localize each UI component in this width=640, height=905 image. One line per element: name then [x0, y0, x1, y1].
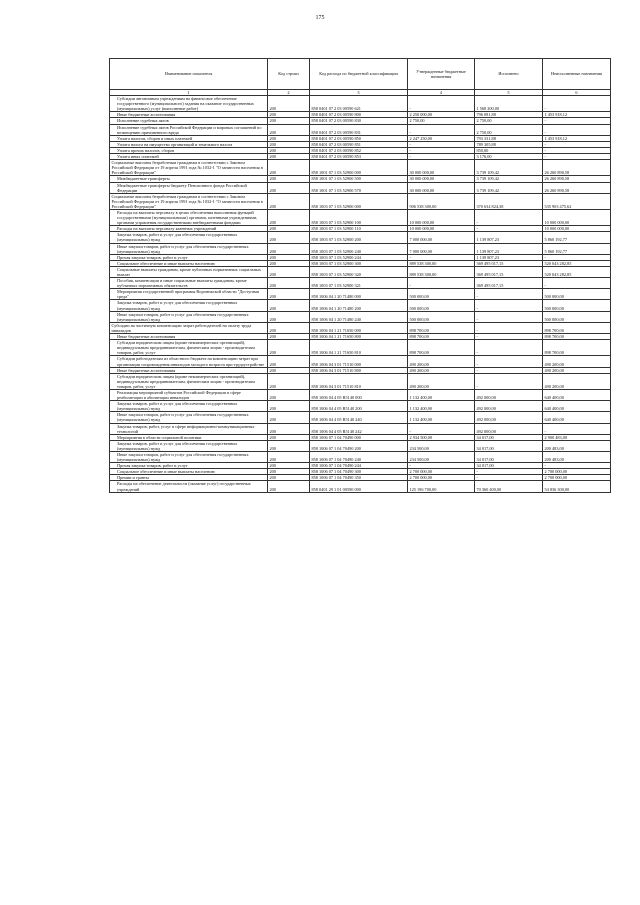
row-executed: 796 081,88 — [475, 112, 543, 118]
row-executed: 793 331,88 — [475, 135, 543, 141]
row-approved: 10 000 000,00 — [408, 226, 475, 232]
row-executed: 369 495 017,15 — [475, 260, 543, 266]
row-code: 200 — [268, 135, 310, 141]
row-executed: - — [475, 367, 543, 373]
table-row — [110, 160, 611, 176]
row-executed: 492 000,00 — [475, 401, 543, 412]
row-kbk: 858 1006 04 3 01 71510 810 — [310, 373, 408, 389]
row-executed: 370 634 824,38 — [475, 193, 543, 209]
row-name: Межбюджетные трансферты — [110, 176, 268, 182]
row-remaining: 200 483,00 — [543, 452, 611, 463]
row-executed: 369 495 017,15 — [475, 278, 543, 289]
row-executed: - — [475, 311, 543, 322]
row-name: Иные бюджетные ассигнования — [110, 367, 268, 373]
row-code: 200 — [268, 373, 310, 389]
row-kbk: 858 1003 07 1 03 52900 110 — [310, 226, 408, 232]
row-remaining: 640 400,00 — [543, 389, 611, 400]
row-executed: 3 739 109,42 — [475, 182, 543, 193]
row-approved: 2 250 000,00 — [408, 112, 475, 118]
row-code: 200 — [268, 401, 310, 412]
row-name: Мероприятия государственной программы Воронежской области "Доступная среда" — [110, 289, 268, 300]
row-approved: 30 000 000,00 — [408, 182, 475, 193]
table-row — [110, 373, 611, 389]
row-code: 200 — [268, 367, 310, 373]
row-name: Уплата прочих налогов, сборов — [110, 147, 268, 153]
row-code: 200 — [268, 334, 310, 340]
row-name: Субсидии автономным учреждениям на финансовое обеспечение государственного (муниципального) задания на оказание государственных (муниципальных) услуг (выполнение работ) — [110, 96, 268, 112]
row-name: Межбюджетные трансферты бюджету Пенсионного фонда Российской Федерации — [110, 182, 268, 193]
row-remaining: - — [543, 124, 611, 135]
row-code: 200 — [268, 254, 310, 260]
row-code: 200 — [268, 154, 310, 160]
row-approved: 490 200,00 — [408, 373, 475, 389]
row-approved: 889 538 300,00 — [408, 266, 475, 277]
row-code: 200 — [268, 475, 310, 481]
row-name: Иные бюджетные ассигнования — [110, 334, 268, 340]
row-code: 200 — [268, 289, 310, 300]
row-kbk: 858 1006 07 1 04 70490 350 — [310, 475, 408, 481]
row-name: Социальное обеспечение и иные выплаты населению — [110, 260, 268, 266]
row-name: Иные закупки товаров, работ и услуг для обеспечения государственных (муниципальных) нужд — [110, 243, 268, 254]
row-name: Закупка товаров, работ, услуг в сфере информационно-коммуникационных технологий — [110, 423, 268, 434]
row-remaining: 535 903 475,62 — [543, 193, 611, 209]
row-remaining: 500 000,00 — [543, 311, 611, 322]
row-executed: 1 139 807,23 — [475, 243, 543, 254]
row-kbk: 858 1003 07 1 03 52900 100 — [310, 209, 408, 225]
row-code: 200 — [268, 147, 310, 153]
table-row — [110, 340, 611, 356]
row-kbk: 858 1001 07 1 03 52900 500 — [310, 176, 408, 182]
row-remaining: 1 453 918,12 — [543, 112, 611, 118]
table-row — [110, 96, 611, 112]
table-row — [110, 193, 611, 209]
table-row — [110, 311, 611, 322]
row-executed: 3 176,00 — [475, 154, 543, 160]
row-executed: 34 017,00 — [475, 440, 543, 451]
row-name: Закупка товаров, работ и услуг для обеспечения государственных (муниципальных) нужд — [110, 401, 268, 412]
row-remaining: - — [543, 154, 611, 160]
row-code: 200 — [268, 469, 310, 475]
row-code: 200 — [268, 141, 310, 147]
row-code: 200 — [268, 278, 310, 289]
row-executed: 1 568 200,00 — [475, 96, 543, 112]
row-name: Субсидии работодателям из областного бюджета на компенсацию затрат при организации сопровождения инвалидов молодого возраста при трудоустройстве — [110, 356, 268, 367]
row-approved: 490 200,00 — [408, 356, 475, 367]
row-kbk: 858 1006 07 1 04 70490 300 — [310, 469, 408, 475]
row-remaining: - — [543, 463, 611, 469]
row-approved: - — [408, 124, 475, 135]
row-code: 200 — [268, 266, 310, 277]
row-executed: - — [475, 300, 543, 311]
table-row — [110, 440, 611, 451]
row-code: 200 — [268, 96, 310, 112]
row-name: Закупка товаров, работ и услуг для обеспечения государственных (муниципальных) нужд — [110, 232, 268, 243]
row-code: 200 — [268, 243, 310, 254]
row-kbk: 858 1006 04 1 20 71480 240 — [310, 311, 408, 322]
table-row — [110, 356, 611, 367]
row-executed: - — [475, 289, 543, 300]
row-code: 200 — [268, 440, 310, 451]
row-kbk: 858 0401 07 2 03 00590 852 — [310, 147, 408, 153]
row-executed: 492 000,00 — [475, 423, 543, 434]
row-code: 200 — [268, 176, 310, 182]
row-remaining: 500 000,00 — [543, 300, 611, 311]
header-executed: Исполнено — [475, 59, 543, 90]
row-name: Расходы на обеспечение деятельности (оказание услуг) государственных учреждений — [110, 481, 268, 492]
row-kbk: 858 0401 07 2 03 00590 621 — [310, 96, 408, 112]
row-code: 200 — [268, 300, 310, 311]
row-code: 200 — [268, 423, 310, 434]
row-name: Премии и гранты — [110, 475, 268, 481]
header-row-code: Код строки — [268, 59, 310, 90]
row-kbk: 858 1006 04 1 21 71650 000 — [310, 322, 408, 333]
row-kbk: 858 0401 07 2 03 00590 850 — [310, 135, 408, 141]
column-number: 5 — [475, 90, 543, 96]
row-executed: 1 139 807,23 — [475, 232, 543, 243]
row-kbk: 858 1003 07 1 03 52900 240 — [310, 243, 408, 254]
row-executed: 70 360 400,00 — [475, 481, 543, 492]
table-row — [110, 389, 611, 400]
row-name: Пособия, компенсации и иные социальные выплаты гражданам, кроме публичных нормативных обязательств — [110, 278, 268, 289]
row-executed: 2 750,00 — [475, 124, 543, 135]
row-executed: 369 495 017,15 — [475, 266, 543, 277]
row-code: 200 — [268, 160, 310, 176]
row-executed: - — [475, 475, 543, 481]
row-executed: 492 000,00 — [475, 389, 543, 400]
row-executed: - — [475, 356, 543, 367]
row-name: Социальные выплаты гражданам, кроме публичных нормативных социальных выплат — [110, 266, 268, 277]
row-executed: 2 750,00 — [475, 118, 543, 124]
row-remaining: 2 700 000,00 — [543, 469, 611, 475]
row-kbk: 858 0401 07 2 03 00590 853 — [310, 154, 408, 160]
row-code: 200 — [268, 232, 310, 243]
row-approved: 2 700 000,00 — [408, 469, 475, 475]
row-remaining: 2 900 483,00 — [543, 434, 611, 440]
row-executed: 3 739 109,42 — [475, 160, 543, 176]
row-code: 200 — [268, 112, 310, 118]
row-kbk: 858 1006 04 4 05 R5140 240 — [310, 412, 408, 423]
row-name: Социальное обеспечение и иные выплаты населению — [110, 469, 268, 475]
row-executed: 3 739 109,42 — [475, 176, 543, 182]
row-kbk: 858 1006 07 1 04 70490 244 — [310, 463, 408, 469]
column-number: 1 — [110, 90, 268, 96]
column-number: 2 — [268, 90, 310, 96]
table-row — [110, 322, 611, 333]
row-remaining: 520 043 282,85 — [543, 266, 611, 277]
row-remaining: 54 836 300,00 — [543, 481, 611, 492]
row-name: Субсидии на частичную компенсацию затрат работодателей на оплату труда инвалидов — [110, 322, 268, 333]
row-name: Расходы на выплаты персоналу казенных учреждений — [110, 226, 268, 232]
row-name: Прочая закупка товаров, работ и услуг — [110, 463, 268, 469]
row-approved: - — [408, 278, 475, 289]
row-kbk: 858 1006 04 1 21 71650 800 — [310, 334, 408, 340]
row-name: Расходы на выплаты персоналу в целях обеспечения выполнения функций государственными (муниципальными) органами, казенными учреждениями, органами управления государственными внебюджетными фондами — [110, 209, 268, 225]
row-kbk: 858 1006 04 4 05 R5140 000 — [310, 389, 408, 400]
table-row — [110, 452, 611, 463]
row-remaining: - — [543, 147, 611, 153]
column-number: 3 — [310, 90, 408, 96]
row-approved: 30 000 000,00 — [408, 176, 475, 182]
row-executed: 850,00 — [475, 147, 543, 153]
row-code: 200 — [268, 452, 310, 463]
row-approved: 500 000,00 — [408, 300, 475, 311]
row-remaining: 490 200,00 — [543, 367, 611, 373]
row-approved: 30 000 000,00 — [408, 160, 475, 176]
row-remaining: 490 200,00 — [543, 356, 611, 367]
row-name: Прочая закупка товаров, работ и услуг — [110, 254, 268, 260]
row-remaining: 640 400,00 — [543, 401, 611, 412]
row-approved: 2 750,00 — [408, 118, 475, 124]
row-executed: - — [475, 209, 543, 225]
row-approved: 1 132 400,00 — [408, 389, 475, 400]
row-name: Иные бюджетные ассигнования — [110, 112, 268, 118]
row-code: 200 — [268, 182, 310, 193]
row-remaining: 520 043 282,85 — [543, 260, 611, 266]
row-remaining: 200 483,00 — [543, 440, 611, 451]
table-row — [110, 209, 611, 225]
row-kbk: 858 1006 04 1 21 71650 810 — [310, 340, 408, 356]
row-approved: - — [408, 154, 475, 160]
row-kbk: 858 1006 07 1 04 70490 200 — [310, 440, 408, 451]
table-row — [110, 266, 611, 277]
row-kbk: 858 1006 04 1 20 71480 200 — [310, 300, 408, 311]
row-code: 200 — [268, 434, 310, 440]
row-executed: 1 139 807,23 — [475, 254, 543, 260]
row-kbk: 858 1003 07 1 03 52900 300 — [310, 260, 408, 266]
row-remaining: 490 200,00 — [543, 373, 611, 389]
row-name: Иные закупки товаров, работ и услуг для обеспечения государственных (муниципальных) нужд — [110, 311, 268, 322]
row-approved: 898 700,00 — [408, 322, 475, 333]
row-approved: - — [408, 463, 475, 469]
row-code: 200 — [268, 209, 310, 225]
row-code: 200 — [268, 356, 310, 367]
row-approved: 490 200,00 — [408, 367, 475, 373]
row-code: 200 — [268, 389, 310, 400]
row-remaining: - — [543, 141, 611, 147]
row-kbk: 858 1006 07 1 04 70490 000 — [310, 434, 408, 440]
row-remaining: 10 000 000,00 — [543, 226, 611, 232]
row-code: 200 — [268, 311, 310, 322]
row-remaining: 5 860 192,77 — [543, 243, 611, 254]
row-executed: - — [475, 334, 543, 340]
row-kbk: 858 1006 04 1 20 71480 000 — [310, 289, 408, 300]
row-remaining: 26 260 890,58 — [543, 176, 611, 182]
row-executed: - — [475, 226, 543, 232]
table-row — [110, 232, 611, 243]
row-name: Уплата иных платежей — [110, 154, 268, 160]
row-remaining: - — [543, 254, 611, 260]
row-name: Социальные выплаты безработным гражданам в соответствии с Законом Российской Федерации от 19 апреля 1991 года № 1032-1 "О занятости населения в Российской Федерации" — [110, 193, 268, 209]
row-code: 200 — [268, 340, 310, 356]
row-name: Мероприятия в области социальной политики — [110, 434, 268, 440]
column-number: 6 — [543, 90, 611, 96]
row-approved: 500 000,00 — [408, 289, 475, 300]
row-approved: 906 538 300,00 — [408, 193, 475, 209]
row-name: Субсидии юридическим лицам (кроме некоммерческих организаций), индивидуальным предпринимателям, физическим лицам - производителям товаров, работ, услуг — [110, 373, 268, 389]
row-code: 200 — [268, 118, 310, 124]
header-kbk: Код расхода по бюджетной классификации — [310, 59, 408, 90]
table-row — [110, 300, 611, 311]
row-name: Иные закупки товаров, работ и услуг для обеспечения государственных (муниципальных) нужд — [110, 452, 268, 463]
row-approved: 125 196 700,00 — [408, 481, 475, 492]
row-approved: 7 000 000,00 — [408, 243, 475, 254]
budget-execution-table — [109, 58, 611, 493]
row-name: Исполнение судебных актов — [110, 118, 268, 124]
row-remaining: 640 400,00 — [543, 412, 611, 423]
row-remaining: - — [543, 118, 611, 124]
row-kbk: 858 1006 07 1 04 70490 240 — [310, 452, 408, 463]
row-executed: 789 305,88 — [475, 141, 543, 147]
row-remaining: 26 260 890,58 — [543, 182, 611, 193]
row-approved: 234 500,00 — [408, 440, 475, 451]
table-row — [110, 243, 611, 254]
table-row — [110, 401, 611, 412]
row-executed: - — [475, 340, 543, 356]
row-remaining: 10 000 000,00 — [543, 209, 611, 225]
row-name: Исполнение судебных актов Российской Федерации и мировых соглашений по возмещению причиненного вреда — [110, 124, 268, 135]
table-header-row — [110, 59, 611, 90]
table-row — [110, 124, 611, 135]
row-remaining: - — [543, 96, 611, 112]
row-approved: 2 700 000,00 — [408, 475, 475, 481]
row-approved: 889 538 300,00 — [408, 260, 475, 266]
table-row — [110, 182, 611, 193]
row-name: Уплата налогов, сборов и иных платежей — [110, 135, 268, 141]
table-row — [110, 278, 611, 289]
table-row — [110, 289, 611, 300]
row-remaining: 2 700 000,00 — [543, 475, 611, 481]
row-kbk: 858 0401 07 2 03 00590 831 — [310, 124, 408, 135]
row-remaining: 898 700,00 — [543, 322, 611, 333]
table-row — [110, 423, 611, 434]
row-code: 200 — [268, 322, 310, 333]
row-approved: 10 000 000,00 — [408, 209, 475, 225]
row-approved: 7 000 000,00 — [408, 232, 475, 243]
row-kbk: 858 1001 07 1 03 52900 000 — [310, 160, 408, 176]
row-remaining: 500 000,00 — [543, 289, 611, 300]
row-kbk: 858 1003 07 1 03 52900 200 — [310, 232, 408, 243]
row-name: Иные закупки товаров, работ и услуг для обеспечения государственных (муниципальных) нужд — [110, 412, 268, 423]
row-approved: - — [408, 96, 475, 112]
row-remaining: 5 860 192,77 — [543, 232, 611, 243]
row-approved: - — [408, 147, 475, 153]
row-approved: 898 700,00 — [408, 340, 475, 356]
row-executed: - — [475, 322, 543, 333]
header-name: Наименование показателя — [110, 59, 268, 90]
row-approved: 500 000,00 — [408, 311, 475, 322]
table-row — [110, 481, 611, 492]
row-executed: 34 017,00 — [475, 452, 543, 463]
row-name: Реализация мероприятий субъектов Российской Федерации в сфере реабилитации и абилитации инвалидов — [110, 389, 268, 400]
header-remaining: Неисполненные назначения — [543, 59, 611, 90]
row-approved: 2 247 250,00 — [408, 135, 475, 141]
row-approved: - — [408, 254, 475, 260]
row-approved: 1 132 400,00 — [408, 412, 475, 423]
row-kbk: 858 0401 29 1 01 00590 000 — [310, 481, 408, 492]
row-remaining: 898 700,00 — [543, 334, 611, 340]
row-code: 200 — [268, 481, 310, 492]
table-row — [110, 412, 611, 423]
row-kbk: 858 1003 07 1 03 52900 000 — [310, 193, 408, 209]
row-name: Уплата налога на имущество организаций и земельного налога — [110, 141, 268, 147]
row-kbk: 858 0401 07 2 03 00590 800 — [310, 112, 408, 118]
row-name: Социальные выплаты безработным гражданам в соответствии с Законом Российской Федерации от 19 апреля 1991 года № 1032-1 "О занятости населения в Российской Федерации" — [110, 160, 268, 176]
row-kbk: 858 1006 04 4 05 R5140 200 — [310, 401, 408, 412]
row-name: Субсидии юридическим лицам (кроме некоммерческих организаций), индивидуальным предпринимателям, физическим лицам - производителям товаров, работ, услуг — [110, 340, 268, 356]
row-executed: - — [475, 373, 543, 389]
row-remaining: - — [543, 278, 611, 289]
row-approved: 898 700,00 — [408, 334, 475, 340]
row-remaining: - — [543, 423, 611, 434]
row-kbk: 858 1003 07 1 03 52900 320 — [310, 266, 408, 277]
row-code: 200 — [268, 193, 310, 209]
page-number: 175 — [315, 15, 325, 21]
row-code: 200 — [268, 260, 310, 266]
row-executed: 34 017,00 — [475, 434, 543, 440]
row-kbk: 858 1001 07 1 03 52900 570 — [310, 182, 408, 193]
row-approved: - — [408, 423, 475, 434]
row-name: Закупка товаров, работ и услуг для обеспечения государственных (муниципальных) нужд — [110, 440, 268, 451]
row-code: 200 — [268, 463, 310, 469]
row-approved: 234 500,00 — [408, 452, 475, 463]
row-executed: 492 000,00 — [475, 412, 543, 423]
row-executed: - — [475, 469, 543, 475]
row-name: Закупка товаров, работ и услуг для обеспечения государственных (муниципальных) нужд — [110, 300, 268, 311]
row-code: 200 — [268, 412, 310, 423]
row-remaining: 26 260 890,58 — [543, 160, 611, 176]
row-approved: 2 934 500,00 — [408, 434, 475, 440]
row-executed: 34 017,00 — [475, 463, 543, 469]
column-number: 4 — [408, 90, 475, 96]
row-kbk: 858 1006 04 3 01 71510 800 — [310, 367, 408, 373]
row-kbk: 858 1003 07 1 03 52900 321 — [310, 278, 408, 289]
row-remaining: 898 700,00 — [543, 340, 611, 356]
row-kbk: 858 1006 04 3 01 71510 000 — [310, 356, 408, 367]
row-remaining: 1 453 918,12 — [543, 135, 611, 141]
row-code: 200 — [268, 124, 310, 135]
row-approved: 1 132 400,00 — [408, 401, 475, 412]
table-body — [110, 96, 611, 493]
row-kbk: 858 0401 07 2 03 00590 851 — [310, 141, 408, 147]
row-code: 200 — [268, 226, 310, 232]
row-kbk: 858 1003 07 1 03 52900 244 — [310, 254, 408, 260]
row-approved: - — [408, 141, 475, 147]
header-approved: Утвержденные бюджетные назначения — [408, 59, 475, 90]
row-kbk: 858 1006 04 4 05 R5140 242 — [310, 423, 408, 434]
row-kbk: 858 0401 07 2 03 00590 830 — [310, 118, 408, 124]
